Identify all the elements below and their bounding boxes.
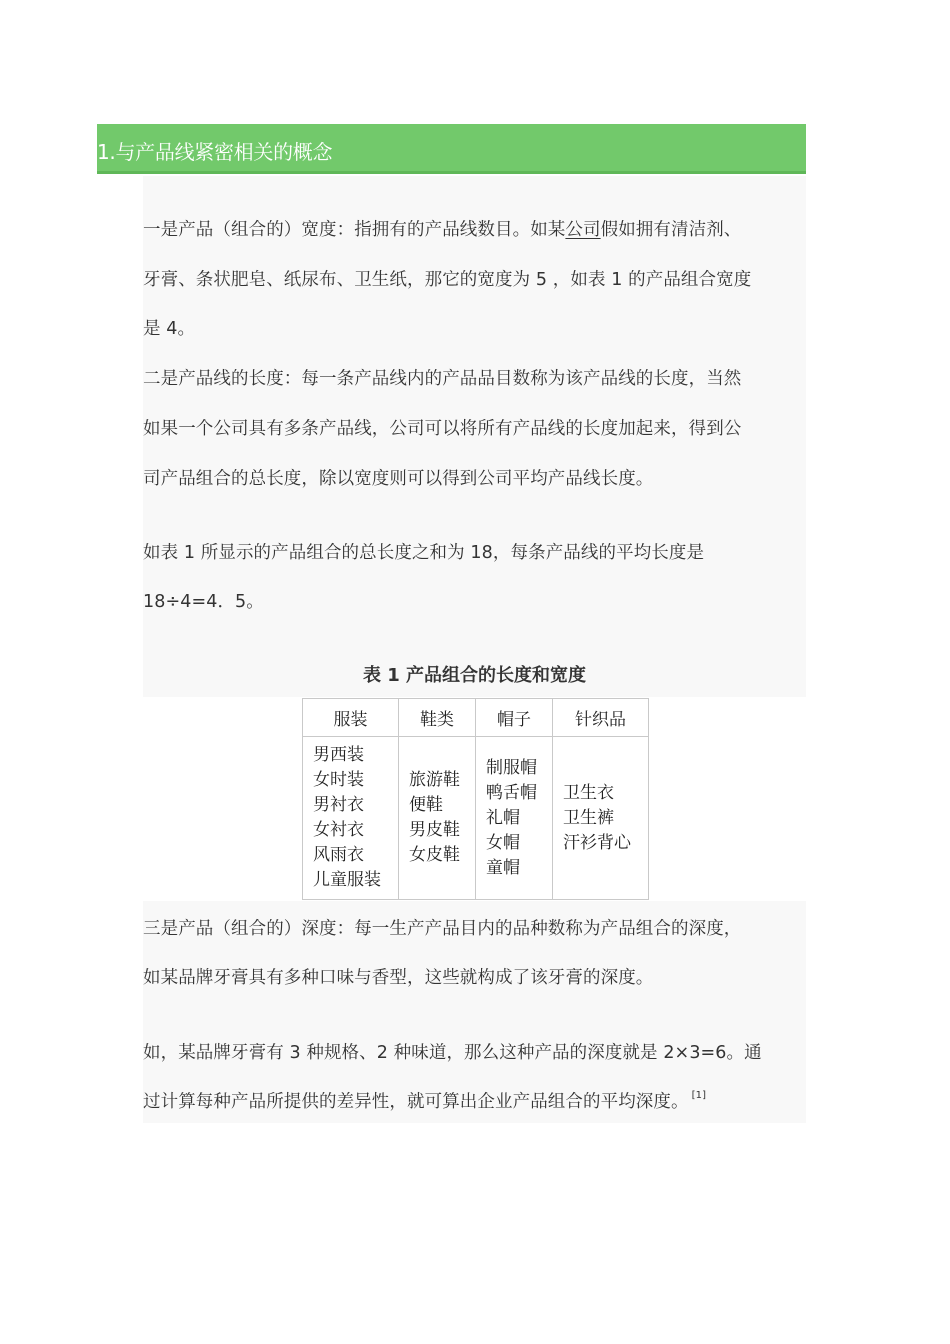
table-item: 儿童服装 xyxy=(313,870,381,890)
paragraph-text: 一是产品（组合的）宽度：指拥有的产品线数目。如某 xyxy=(143,220,566,240)
paragraph-length-line1: 二是产品线的长度：每一条产品线内的产品品目数称为该产品线的长度，当然 xyxy=(143,369,742,389)
paragraph-depth-line2: 如某品牌牙膏具有多种口味与香型，这些就构成了该牙膏的深度。 xyxy=(143,968,654,988)
table-cell-knitwear xyxy=(553,737,649,900)
table-cell-clothing xyxy=(303,737,399,900)
paragraph-width-line1 xyxy=(143,216,741,241)
table-header-cell: 针织品 xyxy=(553,699,649,737)
paragraph-text: 过计算每种产品所提供的差异性，就可算出企业产品组合的平均深度。 xyxy=(143,1092,689,1112)
table-item: 女皮鞋 xyxy=(409,845,460,865)
table-cell-shoes xyxy=(399,737,476,900)
paragraph-width-line3: 是 4。 xyxy=(143,319,196,339)
table-item: 制服帽 xyxy=(486,757,537,778)
table-header-cell: 帽子 xyxy=(476,699,553,737)
table-cell-hats xyxy=(476,737,553,900)
table-item: 风雨衣 xyxy=(313,845,364,865)
paragraph-text: 假如拥有清洁剂、 xyxy=(600,220,742,240)
paragraph-length-line2: 如果一个公司具有多条产品线，公司可以将所有产品线的长度加起来，得到公 xyxy=(143,419,742,439)
paragraph-depth-example-line1: 如，某品牌牙膏有 3 种规格、2 种味道，那么这种产品的深度就是 2×3=6。通 xyxy=(143,1043,762,1063)
table-item: 男西装 xyxy=(313,745,364,765)
table-item: 鸭舌帽 xyxy=(486,782,537,803)
company-link[interactable]: 公司 xyxy=(565,220,601,240)
table-item: 旅游鞋 xyxy=(409,770,460,790)
table-item: 便鞋 xyxy=(409,795,443,815)
table-item: 男衬衣 xyxy=(313,795,364,815)
table-item: 卫生裤 xyxy=(563,807,614,828)
table-item: 女时装 xyxy=(313,770,364,790)
section-title: 1.与产品线紧密相关的概念 xyxy=(97,140,333,164)
table-header-cell: 鞋类 xyxy=(399,699,476,737)
table-caption: 表 1 产品组合的长度和宽度 xyxy=(362,665,587,686)
paragraph-example-line1: 如表 1 所显示的产品组合的总长度之和为 18，每条产品线的平均长度是 xyxy=(143,543,705,563)
table-item: 汗衫背心 xyxy=(563,832,631,853)
paragraph-length-line3: 司产品组合的总长度，除以宽度则可以得到公司平均产品线长度。 xyxy=(143,469,654,489)
section-header xyxy=(97,124,806,174)
paragraph-example-line2: 18÷4=4．5。 xyxy=(143,592,264,612)
table-item: 男皮鞋 xyxy=(409,820,460,840)
table-item: 女帽 xyxy=(486,832,520,853)
table-item: 卫生衣 xyxy=(563,782,614,803)
table-header-cell: 服装 xyxy=(303,699,399,737)
reference-link[interactable]: [1] xyxy=(691,1090,707,1101)
table-header-row xyxy=(303,699,649,737)
table-item: 童帽 xyxy=(486,857,520,878)
paragraph-depth-line1: 三是产品（组合的）深度：每一生产产品目内的品种数称为产品组合的深度， xyxy=(143,919,742,939)
paragraph-depth-example-line2 xyxy=(143,1088,706,1113)
product-mix-table xyxy=(302,698,649,900)
paragraph-width-line2: 牙膏、条状肥皂、纸尿布、卫生纸，那它的宽度为 5 ，如表 1 的产品组合宽度 xyxy=(143,270,752,290)
table-row xyxy=(303,737,649,900)
table-item: 礼帽 xyxy=(486,807,520,828)
table-item: 女衬衣 xyxy=(313,820,364,840)
